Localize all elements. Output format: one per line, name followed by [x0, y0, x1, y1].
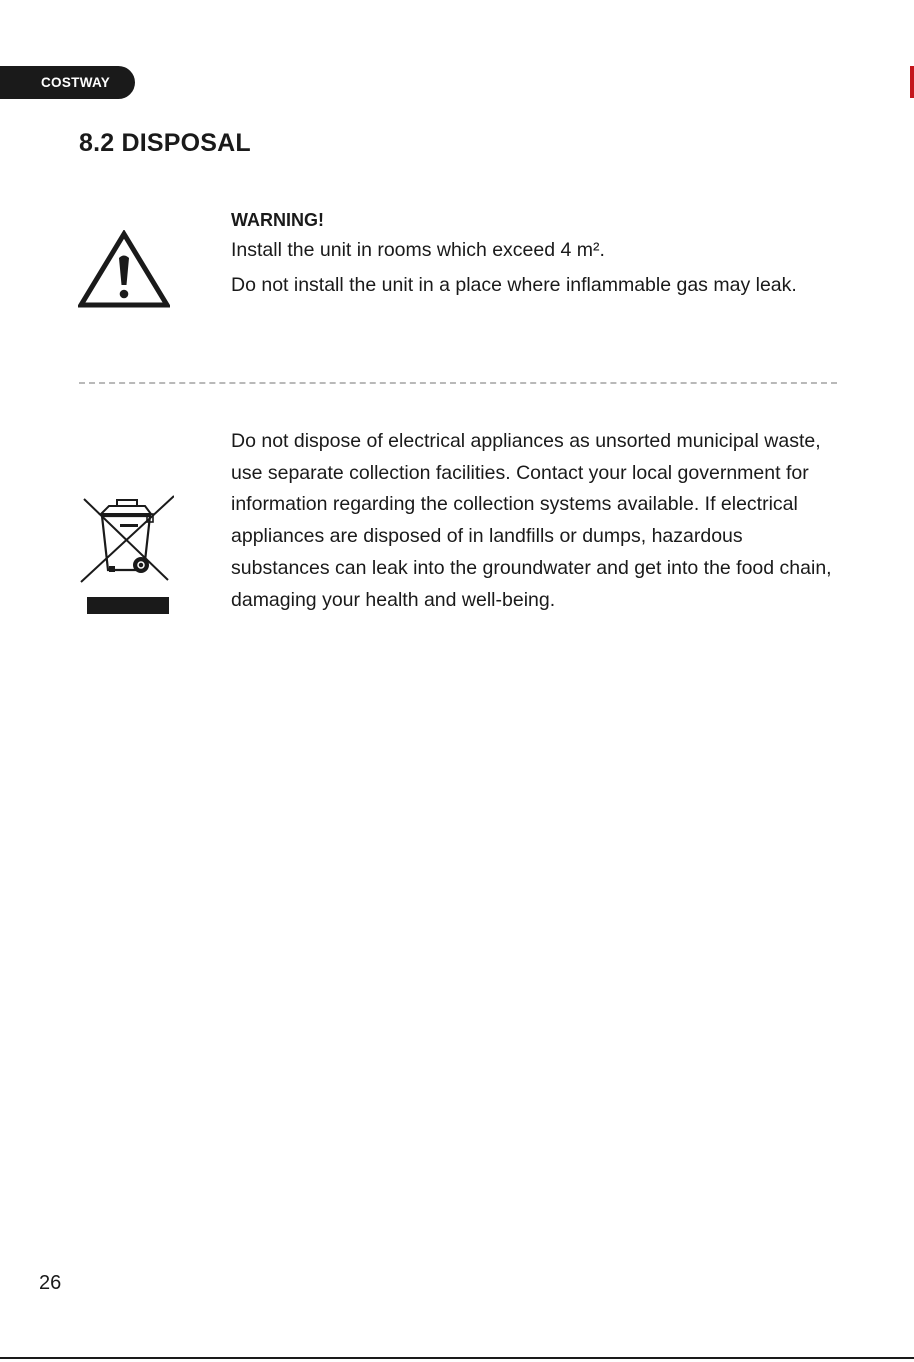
- section-title: 8.2 DISPOSAL: [79, 129, 251, 157]
- page-number: 26: [39, 1272, 62, 1294]
- brand-tab: [0, 66, 135, 99]
- crossed-out-wheelie-bin-icon: [78, 494, 174, 616]
- warning-line-room-size: Install the unit in rooms which exceed 4 m².: [231, 239, 605, 261]
- section-divider: [79, 382, 837, 384]
- warning-heading: WARNING!: [231, 210, 324, 230]
- disposal-paragraph: Do not dispose of electrical appliances as unsorted municipal waste, use separate collection facilities. Contact your local government for information regarding the collection systems available. If electrical appliances are disposed of in landfills or dumps, hazardous substances can leak into the groundwater and get into the food chain, damaging your health and well-being.: [231, 430, 832, 611]
- bottom-rule: [0, 1357, 914, 1359]
- warning-line-gas: Do not install the unit in a place where inflammable gas may leak.: [231, 274, 797, 296]
- warning-triangle-icon: [78, 230, 170, 308]
- edge-mark: [910, 66, 914, 98]
- warning-block: [231, 208, 861, 306]
- brand-label: COSTWAY: [41, 75, 111, 90]
